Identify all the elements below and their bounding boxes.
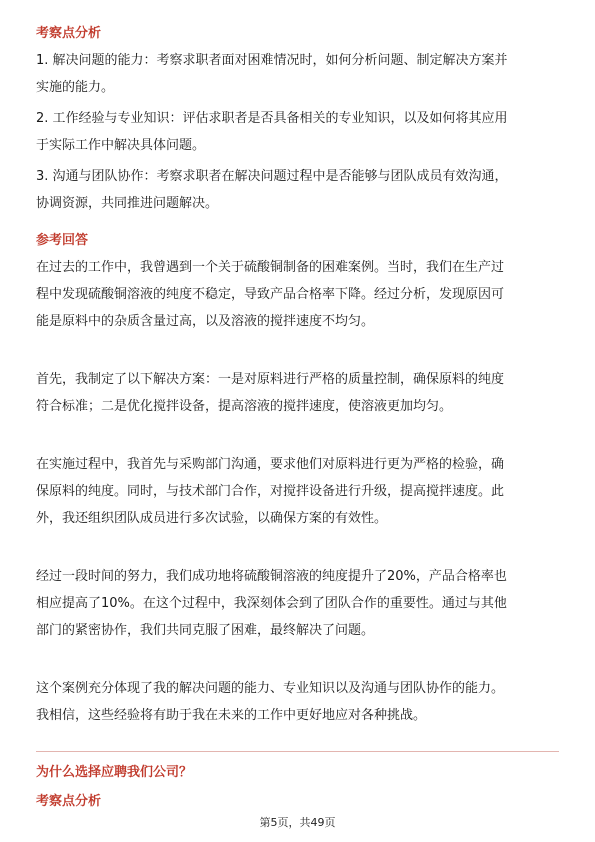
answer-paragraph-3-line-2: 保原料的纯度。同时，与技术部门合作，对搅拌设备进行升级，提高搅拌速度。此 — [36, 484, 505, 499]
answer-paragraph-3-line-1: 在实施过程中，我首先与采购部门沟通，要求他们对原料进行更为严格的检验，确 — [36, 457, 505, 472]
answer-paragraph-1-line-1: 在过去的工作中，我曾遇到一个关于硫酸铜制备的困难案例。当时，我们在生产过 — [36, 260, 505, 275]
answer-paragraph-4-line-1: 经过一段时间的努力，我们成功地将硫酸铜溶液的纯度提升了20%，产品合格率也 — [36, 569, 507, 584]
analysis-item-3-line-1: 3. 沟通与团队协作：考察求职者在解决问题过程中是否能够与团队成员有效沟通， — [36, 169, 508, 184]
section-heading-reference-answer: 参考回答 — [36, 233, 89, 248]
section-divider — [36, 751, 559, 752]
analysis-item-2-line-2: 于实际工作中解决具体问题。 — [36, 138, 206, 153]
analysis-item-2-line-1: 2. 工作经验与专业知识：评估求职者是否具备相关的专业知识，以及如何将其应用 — [36, 111, 508, 126]
answer-paragraph-1-line-3: 能是原料中的杂质含量过高，以及溶液的搅拌速度不均匀。 — [36, 314, 375, 329]
answer-paragraph-3-line-3: 外，我还组织团队成员进行多次试验，以确保方案的有效性。 — [36, 511, 388, 526]
section-heading-analysis-2: 考察点分析 — [36, 794, 102, 809]
analysis-item-1-line-1: 1. 解决问题的能力：考察求职者面对困难情况时，如何分析问题、制定解决方案并 — [36, 53, 508, 68]
answer-paragraph-4-line-2: 相应提高了10%。在这个过程中，我深刻体会到了团队合作的重要性。通过与其他 — [36, 596, 507, 611]
analysis-item-3-line-2: 协调资源，共同推进问题解决。 — [36, 196, 219, 211]
answer-paragraph-2-line-2: 符合标准；二是优化搅拌设备，提高溶液的搅拌速度，使溶液更加均匀。 — [36, 399, 453, 414]
page-number: 第5页，共49页 — [259, 816, 336, 829]
answer-paragraph-1-line-2: 程中发现硫酸铜溶液的纯度不稳定，导致产品合格率下降。经过分析，发现原因可 — [36, 287, 505, 302]
analysis-item-1-line-2: 实施的能力。 — [36, 80, 115, 95]
answer-paragraph-5-line-2: 我相信，这些经验将有助于我在未来的工作中更好地应对各种挑战。 — [36, 708, 427, 723]
answer-paragraph-4-line-3: 部门的紧密协作，我们共同克服了困难，最终解决了问题。 — [36, 623, 375, 638]
answer-paragraph-5-line-1: 这个案例充分体现了我的解决问题的能力、专业知识以及沟通与团队协作的能力。 — [36, 681, 505, 696]
section-heading-why-company: 为什么选择应聘我们公司？ — [36, 765, 193, 780]
section-heading-analysis: 考察点分析 — [36, 26, 102, 41]
answer-paragraph-2-line-1: 首先，我制定了以下解决方案：一是对原料进行严格的质量控制，确保原料的纯度 — [36, 372, 505, 387]
